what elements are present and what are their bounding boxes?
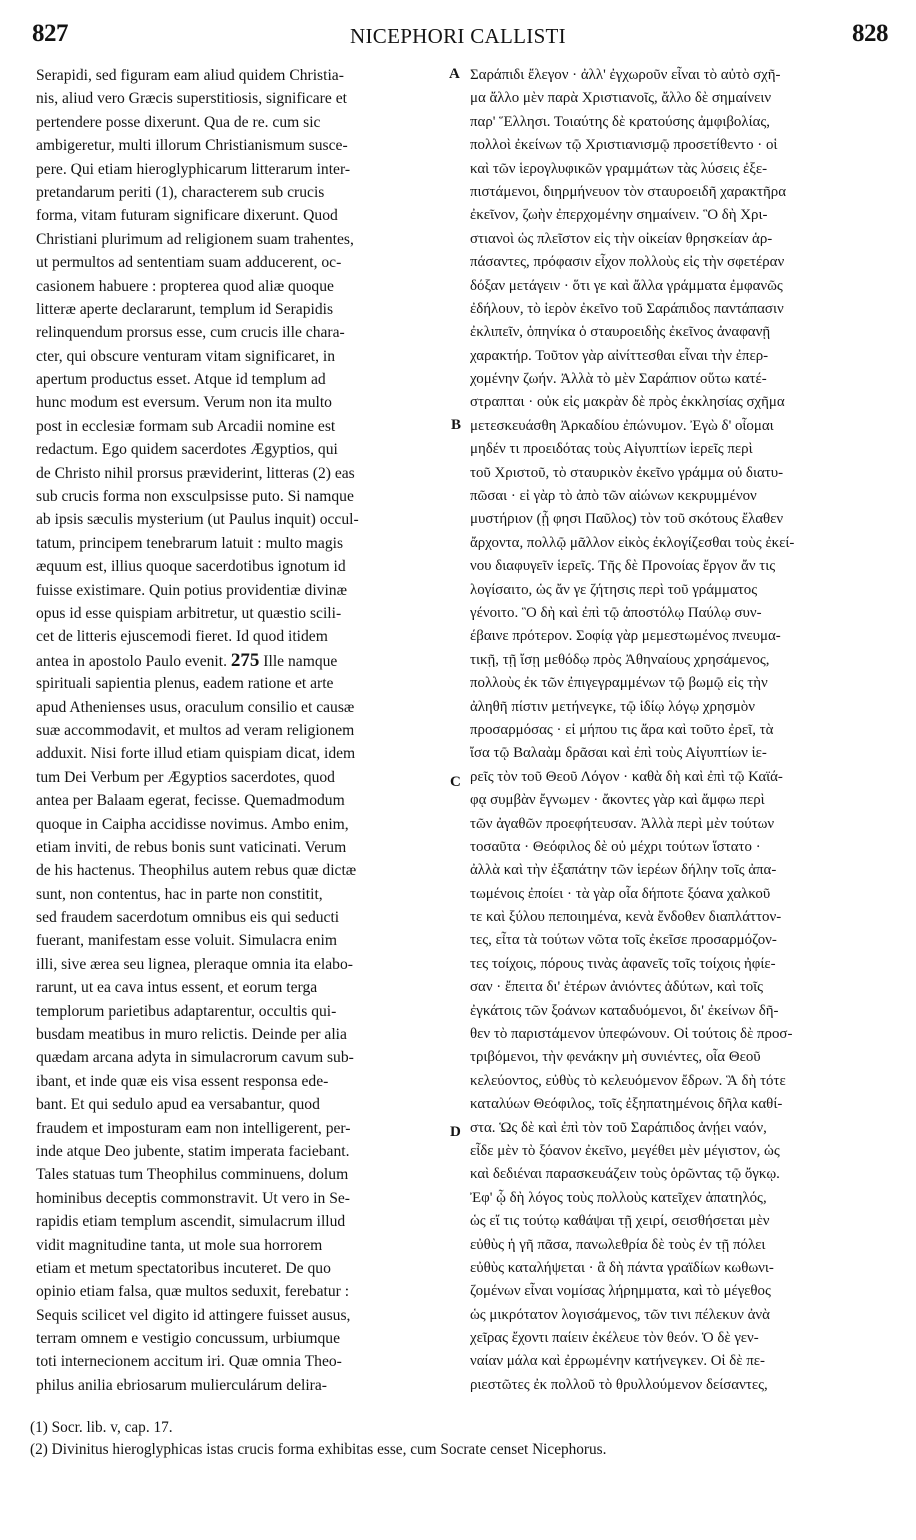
greek-line: τῶν ἀγαθῶν προεφήτευσαν. Ἀλλὰ περὶ μὲν τούτων: [470, 815, 775, 832]
section-number-continuation: Ille namque: [263, 652, 338, 670]
latin-line: rapidis etiam templum ascendit, simulacrum illud: [36, 1213, 346, 1231]
latin-line: busdam meatibus in muro relictis. Deinde per alia: [36, 1026, 347, 1044]
latin-line: ut permultos ad sententiam suam adducerent, oc-: [36, 254, 342, 272]
latin-line: Sequis scilicet vel digito id attingere fuisset ausus,: [36, 1306, 351, 1324]
greek-line: στα. Ὡς δὲ καὶ ἐπὶ τὸν τοῦ Σαράπιδος ἀνῄει ναόν,: [470, 1119, 767, 1136]
latin-line: de his hactenus. Theophilus autem rebus quæ dictæ: [36, 862, 357, 880]
greek-line: ἀλλὰ καὶ τὴν ἐξαπάτην τῶν ἱερέων δήλην τοῖς ἀπα-: [470, 862, 777, 879]
greek-line: καταλύων Θεόφιλος, τοῖς ἐξηπατημένοις δῆλα καθί-: [470, 1096, 783, 1113]
page-number-left: 827: [32, 20, 68, 47]
greek-line: ναίαν μάλα καὶ ἐρρωμένην κατήνεγκεν. Οἱ δὲ πε-: [470, 1353, 766, 1370]
latin-line: quædam arcana adyta in simulacrorum cavum sub-: [36, 1049, 354, 1067]
latin-line: nis, aliud vero Græcis superstitiosis, significare et: [36, 90, 347, 108]
section-marker-d: D: [450, 1124, 461, 1140]
section-marker-b: B: [451, 417, 462, 433]
latin-line: ambigeretur, multi illorum Christianismum susce-: [36, 137, 348, 155]
latin-line: etiam inviti, de rebus bonis sunt vaticinati. Verum: [36, 838, 347, 856]
footnotes: [30, 1417, 890, 1461]
greek-line: ἐγκάτοις τῶν ξοάνων καταδυόμενοι, δι' ἐκείνων δῆ-: [470, 1002, 779, 1019]
greek-line: τοῦ Χριστοῦ, τὸ σταυρικὸν ἐκεῖνο γράμμα οὐ διατυ-: [470, 464, 784, 481]
latin-line: redactum. Ego quidem sacerdotes Ægyptios, qui: [36, 441, 338, 459]
greek-line: ἐδήλουν, τὸ ἱερὸν ἐκεῖνο τοῦ Σαράπιδος παντάπασιν: [470, 300, 784, 317]
greek-line: καὶ δεδιέναι παρασκευάζειν τοὺς ὁρῶντας τῷ ὄγκῳ.: [470, 1166, 780, 1183]
latin-line: toti internecionem accitum iri. Quæ omnia Theo-: [36, 1353, 342, 1371]
greek-line: σαν · ἔπειτα δι' ἑτέρων ἀνιόντες ἀδύτων, καὶ τοῖς: [470, 979, 764, 996]
greek-line: ἄρχοντα, πολλῷ μᾶλλον εἰκὸς ἐκλογίζεσθαι τοὺς ἐκεί-: [470, 534, 795, 551]
latin-line: apud Athenienses usus, oraculum consilio et causæ: [36, 698, 355, 716]
greek-line: εἶδε μὲν τὸ ξόανον ἐκεῖνο, μεγέθει μὲν μέγιστον, ὡς: [470, 1142, 780, 1159]
latin-line: philus anilia ebriosarum mulierculárum delira-: [36, 1376, 327, 1394]
section-marker-c: C: [450, 774, 461, 790]
greek-line: νου διαφυγεῖν ἱερεῖς. Τῆς δὲ Προνοίας ἔργον ἄν τις: [470, 558, 776, 575]
latin-line: opinio etiam falsa, quæ multos seduxit, ferebatur :: [36, 1283, 350, 1301]
running-title: NICEPHORI CALLISTI: [350, 24, 566, 48]
latin-line: Serapidi, sed figuram eam aliud quidem Christia-: [36, 67, 344, 84]
greek-line: Ἐφ' ᾧ δὴ λόγος τοὺς πολλοὺς κατεῖχεν ἀπατηλός,: [470, 1189, 767, 1206]
latin-line: de Christo nihil prorsus præviderint, litteras (2) eas: [36, 464, 355, 482]
greek-line: έβαινε πρότερον. Σοφίᾳ γὰρ μεμεστωμένος πνευμα-: [470, 628, 781, 645]
latin-line: rarunt, ut ea cava intus essent, et eorum terga: [36, 979, 318, 997]
greek-line: φᾳ συμβὰν ἔγνωμεν · ἄκοντες γὰρ καὶ ἄμφω περὶ: [470, 792, 765, 809]
latin-line: sed fraudem sacerdotum omnibus eis qui seducti: [36, 909, 340, 927]
latin-line: illi, sive ærea seu lignea, pleraque omnia ita elabo-: [36, 955, 353, 973]
greek-line: τωμένοις ἐποίει · τὰ γὰρ οἷα δήποτε ξόανα χαλκοῦ: [470, 885, 771, 902]
greek-line: λογίσαιτο, ὡς ἄν γε ζήτησις περὶ τοῦ γράμματος: [470, 581, 758, 598]
latin-line: æquum est, illius quoque sacerdotibus ignotum id: [36, 558, 346, 576]
latin-line: hunc modum est eversum. Verum non ita multo: [36, 394, 332, 412]
page-header: [28, 14, 888, 52]
greek-line: πολλοὺς ἐκ τῶν ἐπιγεγραμμένων τῷ βωμῷ εἰς τὴν: [470, 675, 768, 692]
greek-line: ζομένων εἶναι νομίσας λήρημματα, καὶ τὸ μέγεθος: [470, 1283, 771, 1300]
greek-line: τε καὶ ξύλου πεποιημένα, κενὰ ἔνδοθεν διαπλάττον-: [470, 909, 782, 926]
greek-line: γένοιτο. Ὃ δὴ καὶ ἐπὶ τῷ ἀποστόλῳ Παύλῳ συν-: [470, 604, 762, 621]
latin-line-with-section: [36, 649, 446, 672]
greek-line: Σαράπιδι ἔλεγον · ἀλλ' ἐγχωροῦν εἶναι τὸ αὐτὸ σχῆ-: [470, 67, 781, 83]
greek-line: ἴσα τῷ Βαλαὰμ δρᾶσαι καὶ ἐπὶ τοὺς Αἰγυπτίων ἱε-: [470, 745, 767, 762]
greek-line: ρεῖς τὸν τοῦ Θεοῦ Λόγον · καθὰ δὴ καὶ ἐπὶ τῷ Καϊά-: [470, 768, 783, 785]
greek-line: πῶσαι · εἰ γὰρ τὸ ἀπὸ τῶν αἰώνων κεκρυμμένον: [470, 488, 757, 505]
latin-column: [36, 64, 446, 1397]
latin-line: tatum, principem tenebrarum latuit : multo magis: [36, 534, 344, 552]
greek-line: πάσαντες, πρόφασιν εἶχον πολλοὺς εἰς τὴν σφετέραν: [470, 254, 785, 271]
greek-line: πιστάμενοι, διηρμήνευον τὸν σταυροειδῆ χαρακτῆρα: [470, 183, 787, 200]
greek-line: χαρακτήρ. Τοῦτον γὰρ αἰνίττεσθαι εἶναι τὴν ἐπερ-: [470, 347, 769, 364]
greek-line: στιανοὶ ὡς πλεῖστον εἰς τὴν οἰκείαν θρησκείαν ἁρ-: [470, 230, 773, 247]
greek-line: τες τοίχοις, πόρους τινὰς ἀφανεῖς τοῖς τοίχοις ἠφίε-: [470, 955, 776, 972]
latin-line: litteræ aperte declararunt, templum id Serapidis: [36, 300, 334, 318]
latin-line: sunt, non contentus, hac in parte non constitit,: [36, 885, 323, 903]
greek-line: μηδέν τι προειδότας τοὺς Αἰγυπτίων ἱερεῖς περὶ: [470, 441, 753, 458]
latin-line: apertum productus esset. Atque id templum ad: [36, 371, 326, 389]
latin-line: ab ipsis sæculis mysterium (ut Paulus inquit) occul-: [36, 511, 359, 529]
latin-line: etiam et metum spectatoribus incuteret. De quo: [36, 1259, 331, 1277]
greek-line: ἐκεῖνον, ζωὴν ἐπερχομένην σημαίνειν. Ὃ δὴ Χρι-: [470, 207, 768, 224]
latin-line: terram omnem e vestigio concussum, urbiumque: [36, 1330, 341, 1348]
greek-line: χεῖρας ἔχοντι παίειν ἐκέλευε τὸν θεόν. Ὁ δὲ γεν-: [470, 1330, 759, 1347]
latin-line: tum Dei Verbum per Ægyptios sacerdotes, quod: [36, 768, 335, 786]
latin-line: vidit magnitudine tanta, ut mole sua horrorem: [36, 1236, 323, 1254]
latin-line: bant. Et qui sedulo apud ea versabantur, quod: [36, 1096, 320, 1114]
greek-line: μυστήριον (ᾗ φησι Παῦλος) τὸν τοῦ σκότους ἔλαθεν: [470, 511, 784, 528]
greek-line: στραπται · οὐκ εἰς μακρὰν δὲ πρὸς ἐκκλησίας σχῆμα: [470, 394, 785, 411]
latin-line: post in ecclesiæ formam sub Arcadii nomine est: [36, 417, 336, 435]
greek-line: μα ἄλλο μὲν παρὰ Χριστιανοῖς, ἄλλο δὲ σημαίνειν: [470, 90, 772, 107]
section-marker-a: A: [449, 66, 460, 82]
latin-line: cter, qui obscure venturam vitam significaret, in: [36, 347, 336, 365]
greek-column: [470, 64, 884, 1397]
footnote-2: (2) Divinitus hieroglyphicas istas crucis forma exhibitas esse, cum Socrate censet Nicephorus.: [30, 1441, 607, 1458]
greek-line: ριεστῶτες ἐκ πολλοῦ τὸ θρυλλούμενον δείσαντες,: [470, 1376, 768, 1393]
greek-line: προσαρμόσας · εἰ μήπου τις ἄρα καὶ τοῦτο ἐρεῖ, τὰ: [470, 721, 774, 738]
greek-line: ἀληθῆ πίστιν μετήνεγκε, τῷ ἰδίῳ λόγῳ χρησμὸν: [470, 698, 755, 715]
greek-line: ἐκλιπεῖν, ὁπηνίκα ὁ σταυροειδὴς ἐκεῖνος ἀναφανῇ: [470, 324, 771, 341]
latin-line: fuisse existimare. Quin potius providentiæ divinæ: [36, 581, 347, 599]
latin-line: pere. Qui etiam hieroglyphicarum litterarum inter-: [36, 160, 351, 178]
latin-line: forma, vitam futuram significare dixerunt. Quod: [36, 207, 338, 225]
latin-line: relinquendum prorsus esse, cum crucis ille chara-: [36, 324, 345, 342]
latin-line: fraudem et imposturam eam non intelligerent, per-: [36, 1119, 351, 1137]
latin-line: fuerant, manifestam esse voluit. Simulacra enim: [36, 932, 337, 950]
greek-line: τικῇ, τῇ ἴσῃ μεθόδῳ πρὸς Ἀθηναίους χρησάμενος,: [470, 651, 770, 668]
greek-line: εὐθὺς ἡ γῆ πᾶσα, πανωλεθρία δὲ τοὺς ἐν τῇ πόλει: [470, 1236, 766, 1253]
latin-line: templorum parietibus adaptarentur, occultis qui-: [36, 1002, 337, 1020]
latin-line: Christiani plurimum ad religionem suam trahentes,: [36, 230, 354, 248]
latin-line: cet de litteris ejuscemodi fieret. Id quod itidem: [36, 628, 328, 646]
latin-line: inde atque Deo jubente, statim imperata faciebant.: [36, 1142, 350, 1160]
page-number-right: 828: [852, 20, 888, 47]
latin-line: opus id esse quispiam arbitretur, ut quæstio scili-: [36, 604, 342, 622]
latin-line: suæ accommodavit, et multos ad veram religionem: [36, 721, 355, 739]
latin-line: ibant, et inde quæ eis visa essent responsa ede-: [36, 1072, 329, 1090]
greek-line: τοσαῦτα · Θεόφιλος δὲ οὐ μέχρι τούτων ἵστατο ·: [470, 838, 761, 855]
latin-line: hominibus deceptis commonstravit. Ut vero in Se-: [36, 1189, 350, 1207]
latin-line: pertendere posse dixerunt. Qua de re. cum sic: [36, 113, 321, 131]
latin-line: antea per Balaam egerat, fecisse. Quemadmodum: [36, 792, 345, 810]
latin-line: pretandarum periti (1), characterem sub crucis: [36, 183, 325, 201]
latin-line: sub crucis forma non exsculpsisse puto. Si namque: [36, 488, 354, 506]
greek-line: δόξαν μετάγειν · ὅτι γε καὶ ἄλλα γράμματα ἐμφανῶς: [470, 277, 783, 294]
greek-line: μετεσκευάσθη Ἀρκαδίου ἐπώνυμον. Ἐγὼ δ' οἶομαι: [470, 417, 774, 434]
greek-line: τες, εἶτα τὰ τούτων νῶτα τοῖς ἐκεῖσε προσαρμόζον-: [470, 932, 777, 949]
greek-line: ὡς μικρότατον λογισάμενος, τῶν τινι πέλεκυν ἀνὰ: [470, 1306, 770, 1323]
greek-line: κελεύοντος, εὐθὺς τὸ κελευόμενον ἔδρων. Ἃ δὴ τότε: [470, 1072, 786, 1089]
latin-line: Tales statuas tum Theophilus comminuens, dolum: [36, 1166, 349, 1184]
greek-line: καὶ τῶν ἱερογλυφικῶν γραμμάτων τὰς λύσεις ἐξε-: [470, 160, 768, 177]
footnote-1: (1) Socr. lib. v, cap. 17.: [30, 1419, 173, 1436]
latin-line: spirituali sapientia plenus, eadem ratione et arte: [36, 675, 334, 693]
latin-line: casionem habuere : propterea quod aliæ quoque: [36, 277, 334, 295]
greek-line: εὐθὺς καταλήψεται · ἃ δὴ πάντα γραϊδίων κωθωνι-: [470, 1259, 774, 1276]
latin-line: adduxit. Nisi forte illud etiam quispiam dicat, idem: [36, 745, 356, 763]
greek-line: παρ' Ἕλλησι. Τοιαύτης δὲ κρατούσης ἀμφιβολίας,: [470, 113, 771, 130]
greek-line: τριβόμενοι, τὴν φενάκην μὴ συνιέντες, οἷα Θεοῦ: [470, 1049, 761, 1066]
greek-line: θεν τὸ παριστάμενον ὑπεφώνουν. Οἱ τούτοις δὲ προσ-: [470, 1026, 793, 1043]
greek-line: πολλοὶ ἐκείνων τῷ Χριστιανισμῷ προσετίθεντο · οἱ: [470, 137, 778, 154]
greek-line: χομένην ζωήν. Ἀλλὰ τὸ μὲν Σαράπιον οὕτω κατέ-: [470, 371, 767, 388]
latin-line: quoque in Caipha accidisse novimus. Ambo enim,: [36, 815, 349, 833]
latin-line-text: antea in apostolo Paulo evenit.: [36, 652, 227, 670]
greek-line: ὡς εἴ τις τούτῳ καθάψαι τῇ χειρί, σεισθήσεται μὲν: [470, 1213, 770, 1230]
section-number: 275: [230, 649, 260, 671]
